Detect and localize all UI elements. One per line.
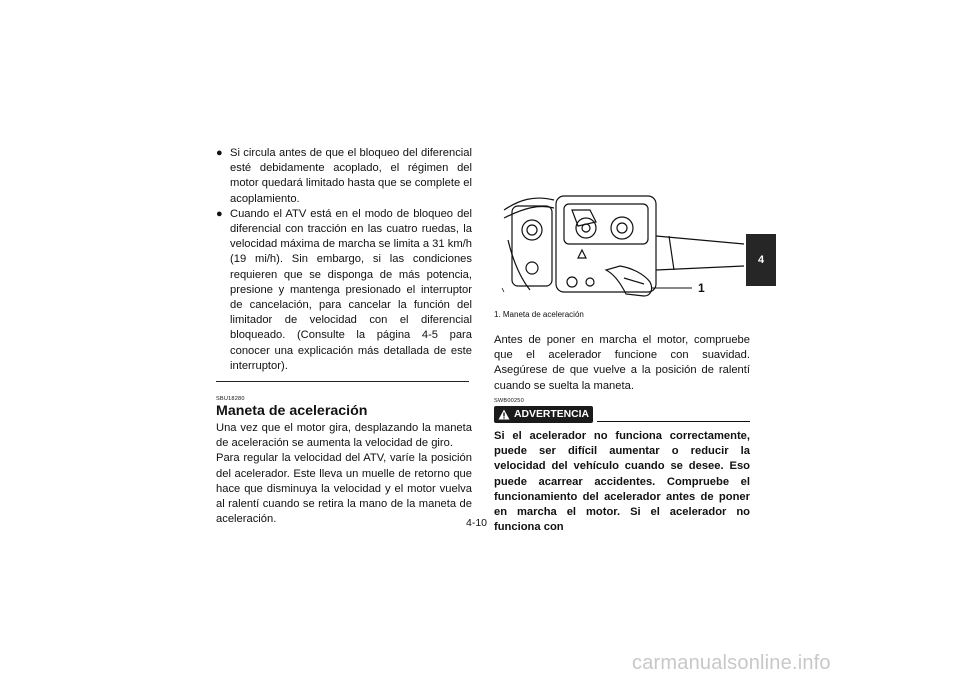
section-divider <box>216 381 469 382</box>
paragraph: Para regular la velocidad del ATV, varíe la posición del acelerador. Este lleva un muelle de retorno que hace que disminuya la velocidad y el motor vuelva al ralentí cuando se retira la mano de la maneta de aceleración. <box>216 452 472 526</box>
right-column <box>494 146 750 535</box>
warning-triangle-icon <box>498 409 510 420</box>
figure-callout-number: 1 <box>698 281 705 295</box>
chapter-tab: 4 <box>746 234 776 286</box>
bullet-text: Si circula antes de que el bloqueo del diferencial esté debidamente acoplado, el régimen del motor quedará limitado hasta que se complete el acoplamiento. <box>230 147 472 205</box>
bullet-item <box>216 207 472 374</box>
paragraph: Una vez que el motor gira, desplazando la maneta de aceleración se aumenta la velocidad de giro. <box>216 422 472 450</box>
bullet-icon: ● <box>216 207 223 220</box>
throttle-lever-figure <box>494 170 750 300</box>
section-heading: Maneta de aceleración <box>216 403 368 420</box>
bullet-text: Cuando el ATV está en el modo de bloqueo del diferencial con tracción en las cuatro ruedas, la velocidad máxima de marcha se limita a 31 km/h (19 mi/h). Sin embargo, si las condiciones requieren que se disponga de más potencia, presione y mantenga presionado el interruptor de cancelación, para cancelar la función del limitador de velocidad con el diferencial bloqueado. (Consulte la página 4-5 para conocer una explicación más detallada de este interruptor). <box>230 207 472 372</box>
bullet-item <box>216 146 472 207</box>
watermark: carmanualsonline.info <box>632 652 831 674</box>
warning-code: SWB00250 <box>494 397 524 404</box>
warning-rule <box>597 421 750 422</box>
warning-label: ADVERTENCIA <box>514 408 590 420</box>
bullet-icon: ● <box>216 147 223 159</box>
paragraph: Antes de poner en marcha el motor, compruebe que el acelerador funcione con suavidad. Asegúrese de que vuelve a la posición de ralentí cuando se suelta la maneta. <box>494 334 750 392</box>
left-column <box>216 146 472 527</box>
warning-badge <box>494 406 593 423</box>
section-code: SBU18280 <box>216 396 245 403</box>
throttle-lever-illustration <box>494 170 750 300</box>
warning-header <box>494 406 750 423</box>
figure-caption: 1. Maneta de aceleración <box>494 310 584 319</box>
page-number: 4-10 <box>466 517 488 529</box>
warning-text: Si el acelerador no funciona correctamente, puede ser difícil aumentar o reducir la velocidad del vehículo cuando se desee. Eso puede acarrear accidentes. Compruebe el funcionamiento del acelerador antes de poner en marcha el motor. Si el acelerador no funciona con <box>494 430 750 534</box>
